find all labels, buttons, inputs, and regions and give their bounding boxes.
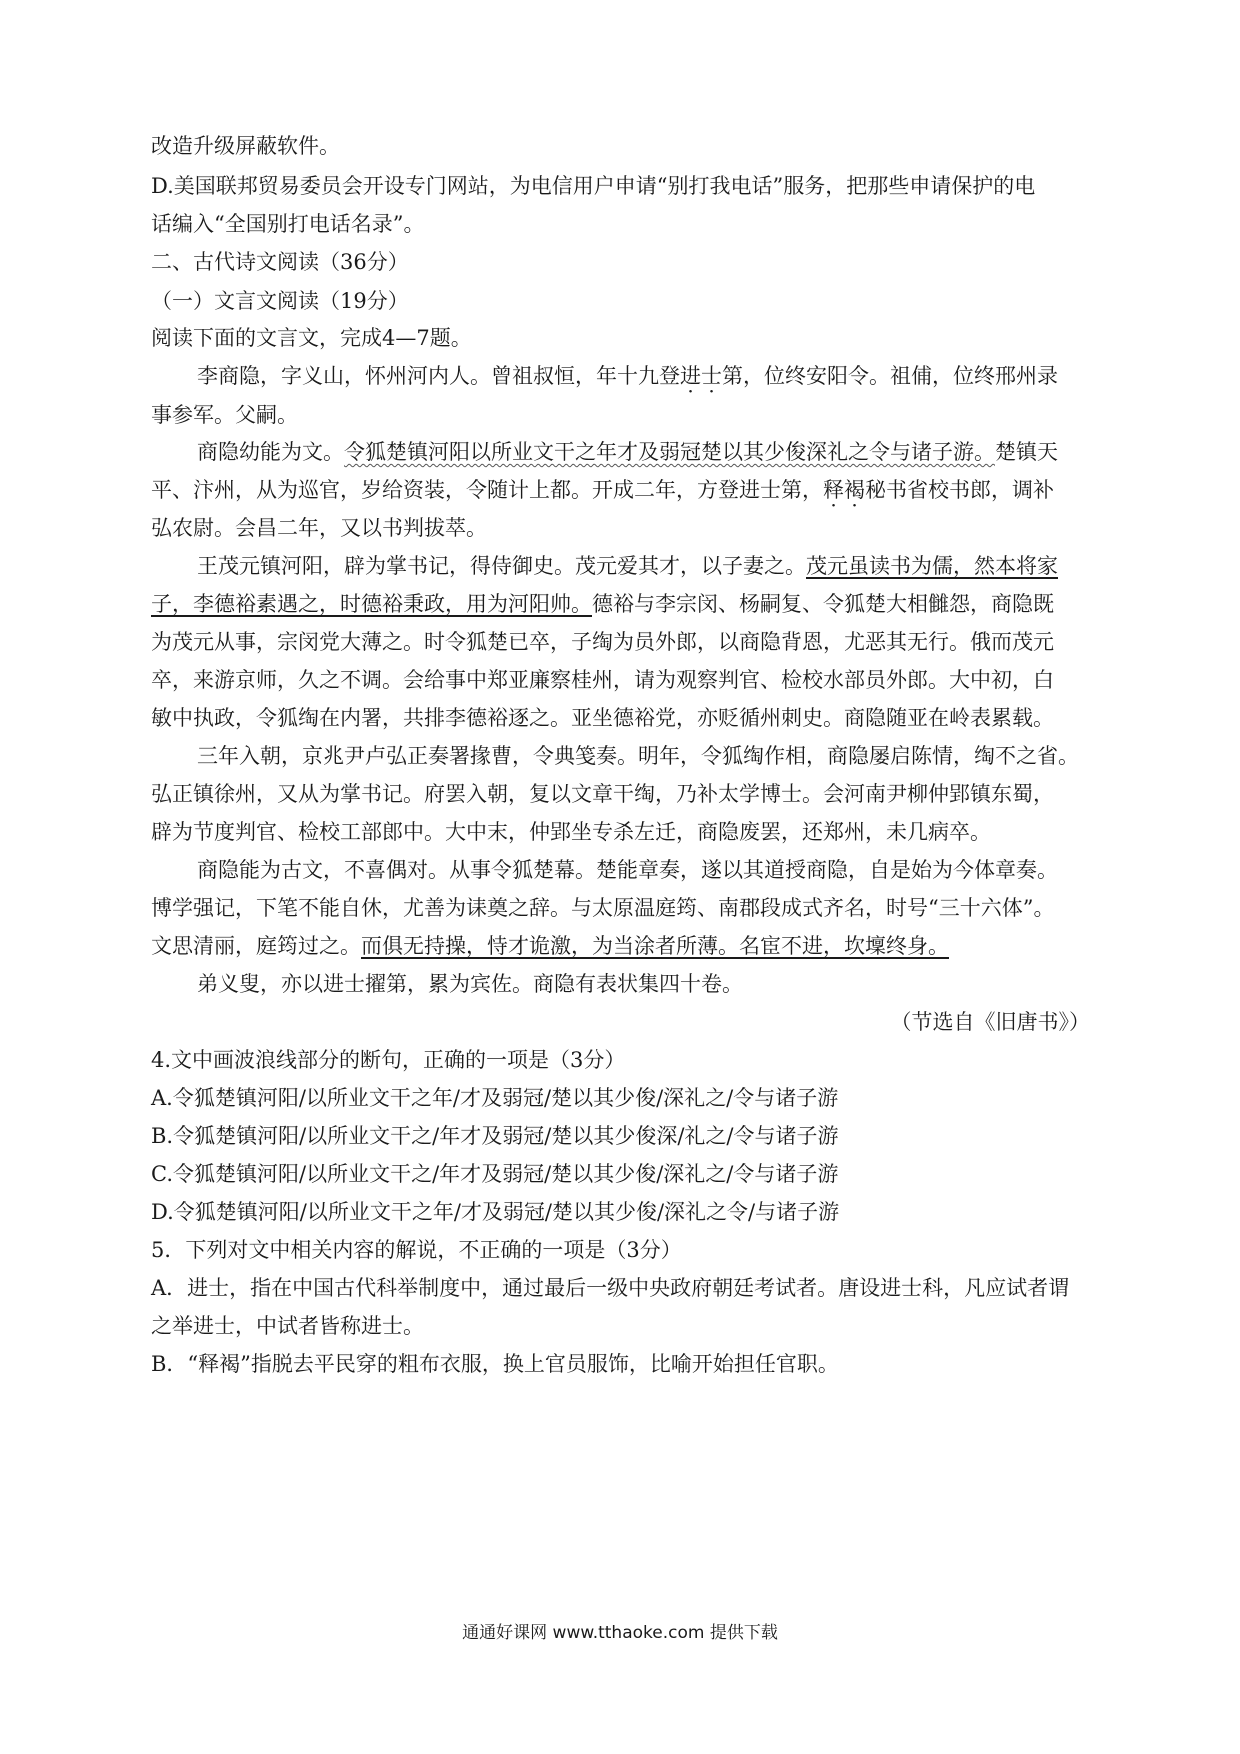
subsection-heading: （一）文言文阅读（19分）	[151, 289, 409, 313]
text-line: 话编入“全国别打电话名录”。	[151, 212, 425, 236]
passage-line	[197, 362, 1058, 390]
passage-text: 李商隐，字义山，怀州河内人。曾祖叔恒，年十九登	[197, 364, 680, 388]
passage-line: 辟为节度判官、检校工部郎中。大中末，仲郢坐专杀左迁，商隐废罢，还郑州，未几病卒。	[151, 820, 991, 844]
passage-text: 德裕与李宗闵、杨嗣复、令狐楚大相雠怨，商隐既	[592, 592, 1054, 616]
passage-line	[151, 476, 1054, 504]
dotted-character: 褐	[844, 478, 865, 502]
passage-text: 文思清丽，庭筠过之。	[151, 934, 361, 958]
question-5: 5．下列对文中相关内容的解说，不正确的一项是（3分）	[151, 1238, 682, 1262]
text-line: 改造升级屏蔽软件。	[151, 134, 340, 158]
page-footer: 通通好课网 www.tthaoke.com 提供下载	[462, 1623, 778, 1643]
passage-line: 弘正镇徐州，又从为掌书记。府罢入朝，复以文章干绹，乃补太学博士。会河南尹柳仲郢镇东蜀，	[151, 782, 1054, 806]
question-5-option-a-cont: 之举进士，中试者皆称进士。	[151, 1314, 424, 1338]
question-4-option-a: A.令狐楚镇河阳/以所业文干之年/才及弱冠/楚以其少俊/深礼之/令与诸子游	[151, 1086, 839, 1110]
passage-text: 王茂元镇河阳，辟为掌书记，得侍御史。茂元爱其才，以子妻之。	[197, 554, 806, 578]
passage-line	[151, 590, 1054, 618]
question-4-option-b: B.令狐楚镇河阳/以所业文干之/年才及弱冠/楚以其少俊深/礼之/令与诸子游	[151, 1124, 839, 1148]
question-4-option-c: C.令狐楚镇河阳/以所业文干之/年才及弱冠/楚以其少俊/深礼之/令与诸子游	[151, 1162, 839, 1186]
passage-line	[197, 438, 1058, 466]
passage-text: 第，位终安阳令。祖俌，位终邢州录	[722, 364, 1058, 388]
question-5-option-a: A．进士，指在中国古代科举制度中，通过最后一级中央政府朝廷考试者。唐设进士科，凡应试者谓	[151, 1276, 1070, 1300]
question-4: 4.文中画波浪线部分的断句，正确的一项是（3分）	[151, 1048, 626, 1072]
passage-line: 卒，来游京师，久之不调。会给事中郑亚廉察桂州，请为观察判官、检校水部员外郎。大中初，白	[151, 668, 1054, 692]
passage-text: 平、汴州，从为巡官，岁给资装，令随计上都。开成二年，方登进士第，	[151, 478, 823, 502]
passage-text: 秘书省校书郎，调补	[865, 478, 1054, 502]
passage-line	[151, 932, 949, 960]
passage-line: 为茂元从事，宗闵党大薄之。时令狐楚已卒，子绹为员外郎，以商隐背恩，尤恶其无行。俄而茂元	[151, 630, 1054, 654]
source-citation: （节选自《旧唐书》）	[890, 1010, 1090, 1034]
passage-line: 事参军。父嗣。	[151, 403, 298, 427]
wavy-underlined-text: 令狐楚镇河阳以所业文干之年才及弱冠楚以其少俊深礼之令与诸子游。	[344, 440, 995, 464]
passage-line: 三年入朝，京兆尹卢弘正奏署掾曹，令典笺奏。明年，令狐绹作相，商隐屡启陈情，绹不之省。	[197, 744, 1079, 768]
underlined-text: 子，李德裕素遇之，时德裕秉政，用为河阳帅。	[151, 592, 592, 616]
passage-text: 楚镇天	[995, 440, 1058, 464]
dotted-character: 士	[701, 364, 722, 388]
passage-line: 博学强记，下笔不能自休，尤善为诔奠之辞。与太原温庭筠、南郡段成式齐名，时号“三十六体”。	[151, 896, 1055, 920]
option-d-line: D.美国联邦贸易委员会开设专门网站，为电信用户申请“别打我电话”服务，把那些申请保护的电	[151, 174, 1036, 198]
question-5-option-b: B．“释褐”指脱去平民穿的粗布衣服，换上官员服饰，比喻开始担任官职。	[151, 1352, 839, 1376]
question-4-option-d: D.令狐楚镇河阳/以所业文干之年/才及弱冠/楚以其少俊/深礼之令/与诸子游	[151, 1200, 840, 1224]
passage-line: 敏中执政，令狐绹在内署，共排李德裕逐之。亚坐德裕党，亦贬循州刺史。商隐随亚在岭表累载。	[151, 706, 1054, 730]
passage-line: 商隐能为古文，不喜偶对。从事令狐楚幕。楚能章奏，遂以其道授商隐，自是始为今体章奏。	[197, 858, 1058, 882]
underlined-text: 茂元虽读书为儒，然本将家	[806, 554, 1058, 578]
underlined-text: 而俱无持操，恃才诡激，为当涂者所薄。名宦不进，坎壈终身。	[361, 934, 949, 958]
dotted-character: 进	[680, 364, 701, 388]
passage-line: 弟义叟，亦以进士擢第，累为宾佐。商隐有表状集四十卷。	[197, 972, 743, 996]
passage-line	[197, 552, 1058, 580]
dotted-character: 释	[823, 478, 844, 502]
passage-line: 弘农尉。会昌二年，又以书判拔萃。	[151, 516, 487, 540]
instruction: 阅读下面的文言文，完成4—7题。	[151, 326, 472, 350]
passage-text: 商隐幼能为文。	[197, 440, 344, 464]
section-heading: 二、古代诗文阅读（36分）	[151, 250, 409, 274]
